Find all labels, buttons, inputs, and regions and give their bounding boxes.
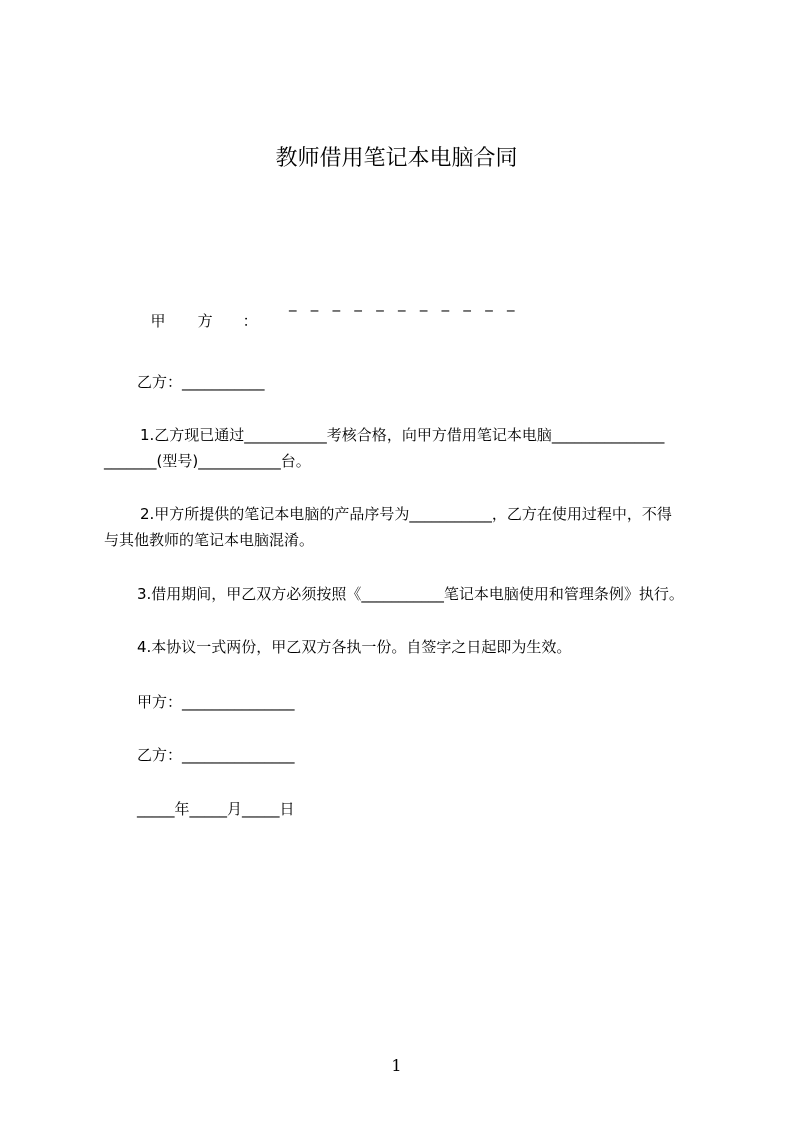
signature-date: _____年_____月_____日 <box>137 800 295 818</box>
clause-2-line-2: 与其他教师的笔记本电脑混淆。 <box>104 531 315 549</box>
party-a-char2: 方 <box>197 312 213 330</box>
signature-party-a: 甲方：_______________ <box>137 693 295 711</box>
clause-1-line-1: 1.乙方现已通过___________考核合格，向甲方借用笔记本电脑_______________ <box>140 426 665 444</box>
party-a-char1: 甲 <box>150 312 166 330</box>
clause-3: 3.借用期间，甲乙双方必须按照《___________笔记本电脑使用和管理条例》执行。 <box>137 585 684 603</box>
signature-party-b: 乙方：_______________ <box>137 746 295 764</box>
document-title: 教师借用笔记本电脑合同 <box>275 146 518 171</box>
party-a-header <box>141 291 515 351</box>
page-number: 1 <box>391 1056 402 1075</box>
clause-4: 4.本协议一式两份，甲乙双方各执一份。自签字之日起即为生效。 <box>137 638 572 656</box>
party-a-blank-field[interactable]: _ _ _ _ _ _ _ _ _ _ _ <box>289 294 515 312</box>
clause-1-line-2: _______(型号)___________台。 <box>104 452 311 470</box>
party-a-colon: ： <box>242 312 258 330</box>
party-b-header: 乙方：___________ <box>137 373 265 391</box>
clause-2-line-1: 2.甲方所提供的笔记本电脑的产品序号为___________，乙方在使用过程中，不得 <box>140 505 672 523</box>
